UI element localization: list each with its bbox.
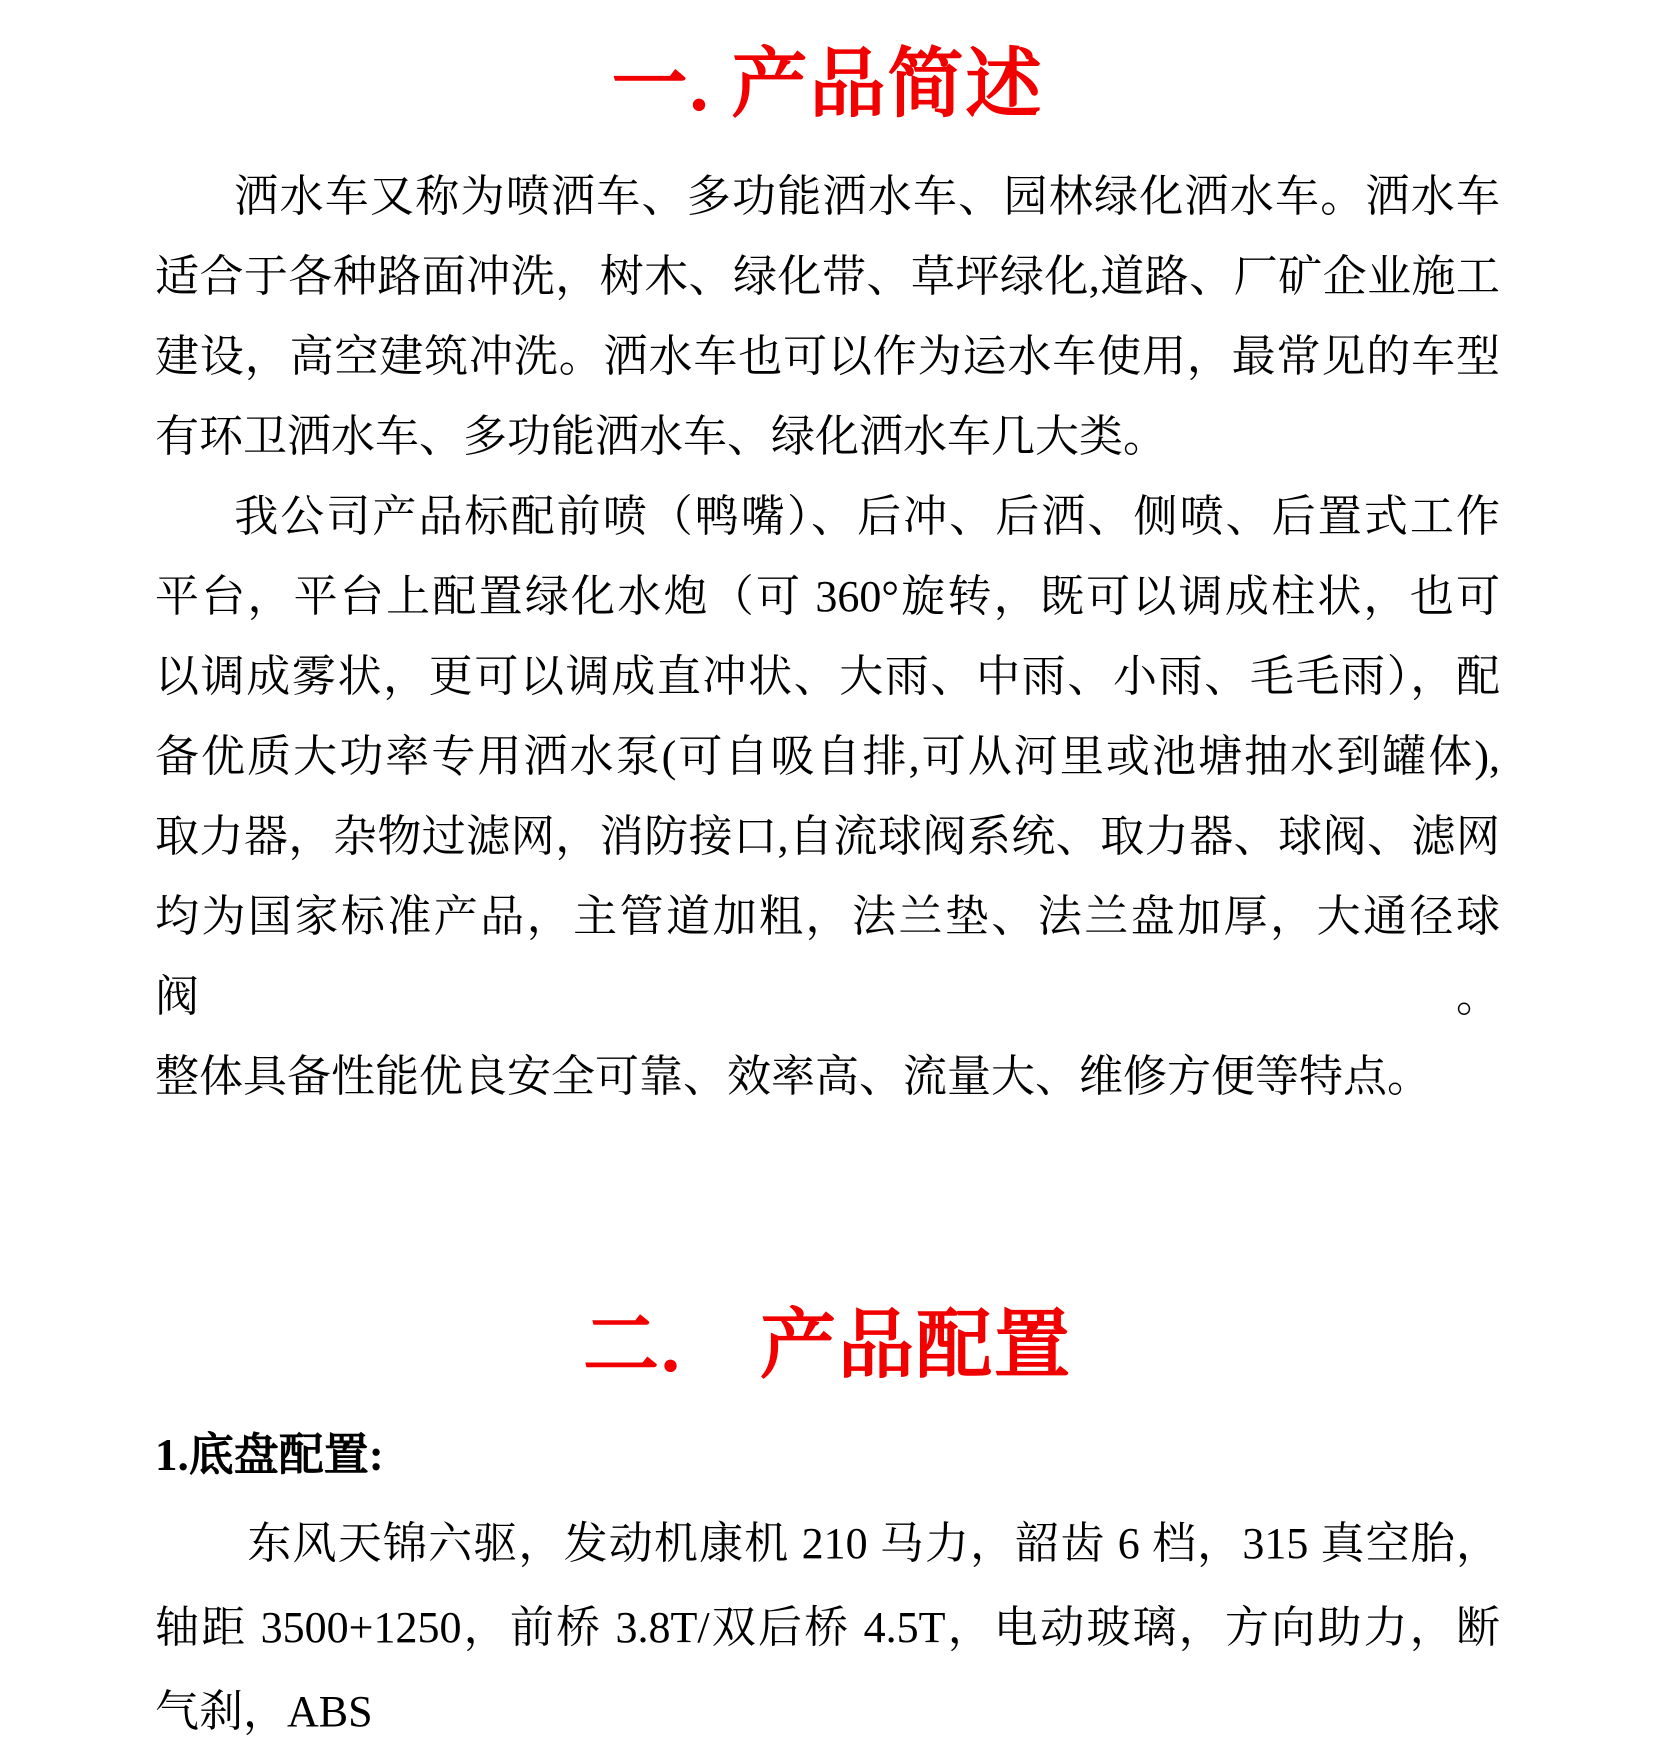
text-line: 东风天锦六驱，发动机康机 210 马力，韶齿 6 档，315 真空胎， — [247, 1519, 1500, 1568]
text-line: 建设，高空建筑冲洗。洒水车也可以作为运水车使用，最常见的车型 — [155, 332, 1500, 381]
text-line: 洒水车又称为喷洒车、多功能洒水车、园林绿化洒水车。洒水车 — [234, 172, 1500, 221]
text-line: 气刹，ABS — [155, 1687, 373, 1736]
text-line: 以调成雾状，更可以调成直冲状、大雨、中雨、小雨、毛毛雨），配 — [155, 652, 1500, 701]
text-line: 取力器，杂物过滤网，消防接口,自流球阀系统、取力器、球阀、滤网 — [155, 812, 1500, 861]
section1-title: 一. 产品简述 — [611, 43, 1044, 127]
section1-body — [155, 157, 1500, 1117]
chassis-config-heading: 1.底盘配置: — [155, 1430, 384, 1480]
text-line: 适合于各种路面冲洗，树木、绿化带、草坪绿化,道路、厂矿企业施工 — [155, 252, 1500, 301]
text-line: 轴距 3500+1250，前桥 3.8T/双后桥 4.5T，电动玻璃，方向助力，断 — [155, 1603, 1500, 1652]
text-line: 均为国家标准产品，主管道加粗，法兰垫、法兰盘加厚，大通径球阀。 — [155, 892, 1500, 1021]
text-line: 整体具备性能优良安全可靠、效率高、流量大、维修方便等特点。 — [155, 1052, 1431, 1101]
text-line: 平台，平台上配置绿化水炮（可 360°旋转，既可以调成柱状，也可 — [155, 572, 1500, 621]
section2-body — [155, 1502, 1500, 1754]
text-line: 我公司产品标配前喷（鸭嘴）、后冲、后洒、侧喷、后置式工作 — [234, 492, 1500, 541]
section2-title: 二. 产品配置 — [583, 1304, 1072, 1388]
text-line: 有环卫洒水车、多功能洒水车、绿化洒水车几大类。 — [155, 412, 1167, 461]
text-line: 备优质大功率专用洒水泵(可自吸自排,可从河里或池塘抽水到罐体), — [155, 732, 1500, 781]
